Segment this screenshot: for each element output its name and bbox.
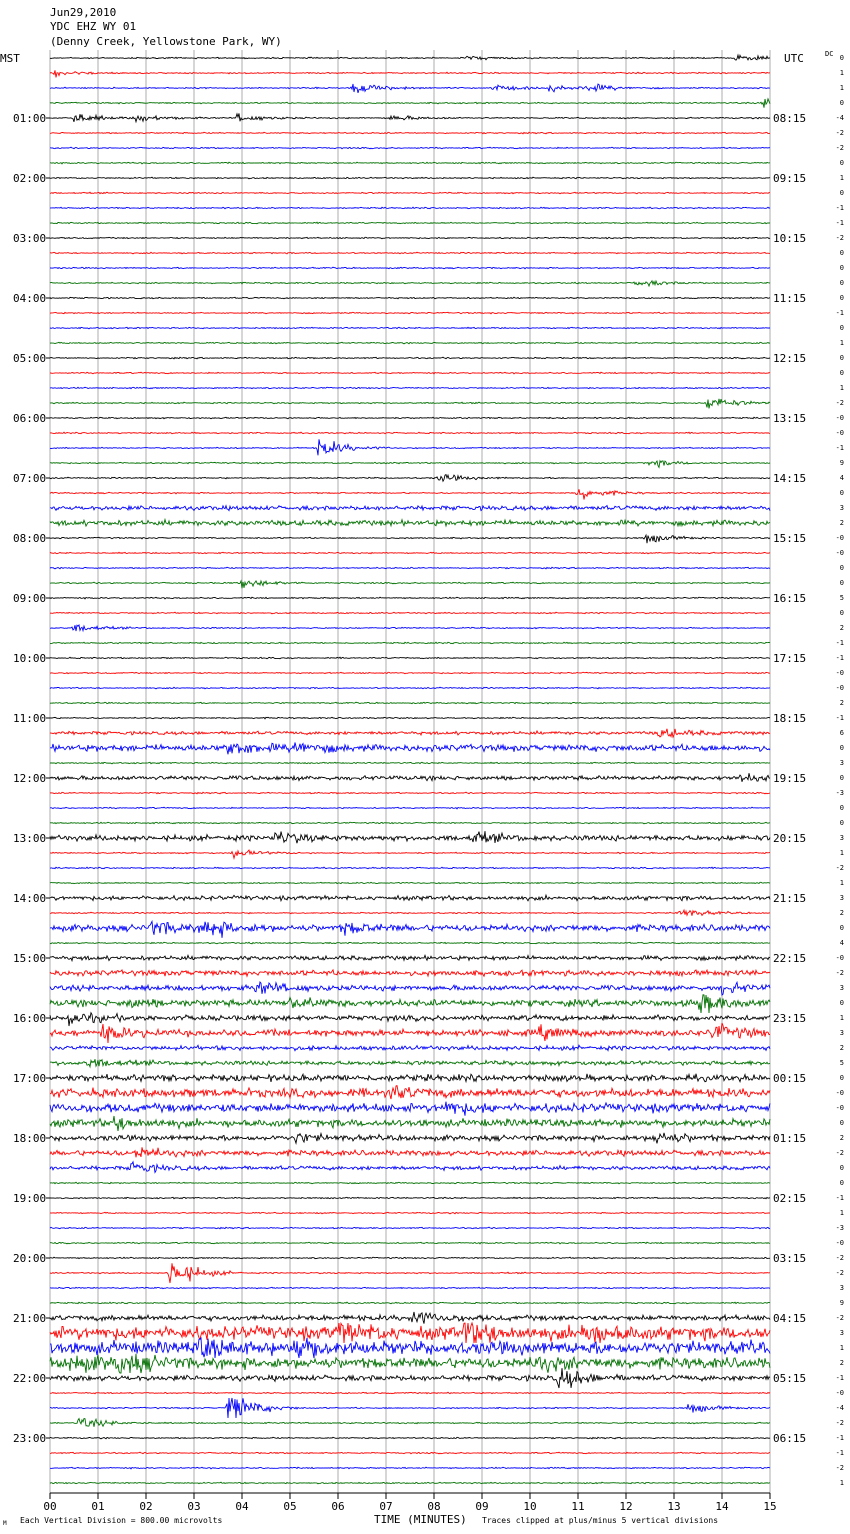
dc-offset-label: 1 xyxy=(839,1014,844,1022)
trace-line xyxy=(50,147,770,149)
dc-offset-label: 4 xyxy=(839,939,844,947)
mst-hour-label: 04:00 xyxy=(13,292,47,305)
x-tick-label: 14 xyxy=(715,1500,729,1513)
trace-line xyxy=(50,895,770,901)
dc-offset-label: 9 xyxy=(839,1299,844,1307)
x-tick-label: 13 xyxy=(667,1500,681,1513)
mst-hour-label: 06:00 xyxy=(13,412,47,425)
dc-offset-label: 0 xyxy=(839,744,844,752)
x-tick-label: 07 xyxy=(379,1500,393,1513)
dc-offset-label: -2 xyxy=(835,129,844,137)
dc-offset-label: 0 xyxy=(839,489,844,497)
dc-offset-label: -0 xyxy=(835,534,844,542)
mst-hour-label: 01:00 xyxy=(13,112,47,125)
trace-line xyxy=(50,657,770,659)
trace-line xyxy=(50,1398,770,1418)
dc-offset-label: -1 xyxy=(835,1434,844,1442)
trace-line xyxy=(50,1242,770,1244)
dc-offset-label: 0 xyxy=(839,99,844,107)
dc-offset-label: 0 xyxy=(839,324,844,332)
trace-line xyxy=(50,535,770,543)
right-timezone-label: UTC xyxy=(784,52,804,65)
dc-offset-label: -0 xyxy=(835,429,844,437)
x-axis-title: TIME (MINUTES) xyxy=(374,1513,467,1526)
utc-hour-label: 17:15 xyxy=(773,652,807,665)
dc-offset-label: 0 xyxy=(839,819,844,827)
trace-line xyxy=(50,1116,770,1131)
trace-line xyxy=(50,850,770,858)
trace-line xyxy=(50,1263,770,1283)
mst-hour-label: 11:00 xyxy=(13,712,47,725)
dc-offset-label: 5 xyxy=(839,1059,844,1067)
trace-line xyxy=(50,1368,770,1388)
utc-hour-label: 18:15 xyxy=(773,712,807,725)
x-tick-label: 03 xyxy=(187,1500,201,1513)
x-tick-label: 02 xyxy=(139,1500,153,1513)
utc-hour-label: 19:15 xyxy=(773,772,807,785)
trace-line xyxy=(50,1257,770,1259)
trace-line xyxy=(50,192,770,194)
dc-offset-label: 0 xyxy=(839,294,844,302)
mst-hour-label: 14:00 xyxy=(13,892,47,905)
dc-offset-label: -0 xyxy=(835,1104,844,1112)
mst-hour-label: 03:00 xyxy=(13,232,47,245)
utc-hour-label: 14:15 xyxy=(773,472,807,485)
dc-offset-label: 3 xyxy=(839,834,844,842)
trace-line xyxy=(50,222,770,224)
trace-line xyxy=(50,642,770,644)
dc-offset-label: 3 xyxy=(839,1029,844,1037)
dc-offset-label: 0 xyxy=(839,609,844,617)
dc-offset-label: 2 xyxy=(839,699,844,707)
dc-offset-label: -3 xyxy=(835,789,844,797)
dc-offset-label: -1 xyxy=(835,1194,844,1202)
dc-offset-label: 1 xyxy=(839,384,844,392)
dc-offset-label: -1 xyxy=(835,1374,844,1382)
x-tick-label: 12 xyxy=(619,1500,633,1513)
dc-offset-label: 3 xyxy=(839,894,844,902)
dc-offset-label: -1 xyxy=(835,309,844,317)
trace-line xyxy=(50,1338,770,1358)
trace-line xyxy=(50,1102,770,1116)
mst-hour-label: 19:00 xyxy=(13,1192,47,1205)
corner-mark: M xyxy=(3,1520,7,1527)
utc-hour-label: 16:15 xyxy=(773,592,807,605)
dc-offset-label: 2 xyxy=(839,624,844,632)
dc-offset-label: 0 xyxy=(839,354,844,362)
trace-line xyxy=(50,612,770,614)
header-date: Jun29,2010 xyxy=(50,6,117,19)
trace-line xyxy=(50,1302,770,1304)
dc-offset-label: 3 xyxy=(839,759,844,767)
dc-offset-label: -1 xyxy=(835,444,844,452)
dc-offset-label: -0 xyxy=(835,684,844,692)
dc-offset-label: -2 xyxy=(835,1149,844,1157)
trace-line xyxy=(50,113,770,121)
x-tick-label: 04 xyxy=(235,1500,249,1513)
utc-hour-label: 23:15 xyxy=(773,1012,807,1025)
trace-line xyxy=(50,417,770,419)
trace-line xyxy=(50,773,770,782)
trace-line xyxy=(50,743,770,755)
dc-offset-label: -0 xyxy=(835,549,844,557)
dc-offset-label: 4 xyxy=(839,474,844,482)
trace-line xyxy=(50,439,770,455)
x-tick-label: 10 xyxy=(523,1500,537,1513)
trace-line xyxy=(50,1467,770,1469)
dc-offset-label: -2 xyxy=(835,144,844,152)
minute-gridlines xyxy=(50,50,770,1493)
trace-line xyxy=(50,387,770,389)
mst-hour-label: 21:00 xyxy=(13,1312,47,1325)
trace-line xyxy=(50,762,770,764)
utc-hour-label: 13:15 xyxy=(773,412,807,425)
mst-hour-label: 08:00 xyxy=(13,532,47,545)
dc-offset-label: 0 xyxy=(839,1179,844,1187)
dc-offset-label: 0 xyxy=(839,1119,844,1127)
trace-line xyxy=(50,461,770,468)
mst-hour-label: 05:00 xyxy=(13,352,47,365)
trace-line xyxy=(50,475,770,482)
dc-offset-label: 5 xyxy=(839,594,844,602)
trace-line xyxy=(50,955,770,960)
trace-line xyxy=(50,567,770,569)
mst-hour-label: 17:00 xyxy=(13,1072,47,1085)
trace-line xyxy=(50,581,770,588)
trace-line xyxy=(50,822,770,824)
trace-line xyxy=(50,1197,770,1199)
trace-line xyxy=(50,1419,770,1427)
dc-offset-label: -2 xyxy=(835,1254,844,1262)
trace-line xyxy=(50,267,770,269)
trace-line xyxy=(50,372,770,374)
trace-line xyxy=(50,327,770,329)
trace-line xyxy=(50,1452,770,1454)
utc-hour-label: 03:15 xyxy=(773,1252,807,1265)
trace-line xyxy=(50,1287,770,1289)
dc-offset-label: 3 xyxy=(839,1284,844,1292)
dc-offset-label: -0 xyxy=(835,954,844,962)
trace-line xyxy=(50,1312,770,1324)
mst-hour-label: 20:00 xyxy=(13,1252,47,1265)
trace-line xyxy=(50,702,770,704)
dc-offset-label: 2 xyxy=(839,909,844,917)
trace-line xyxy=(50,342,770,344)
trace-line xyxy=(50,489,770,499)
dc-offset-label: 1 xyxy=(839,879,844,887)
trace-line xyxy=(50,1392,770,1394)
dc-offset-label: -2 xyxy=(835,399,844,407)
x-tick-label: 09 xyxy=(475,1500,489,1513)
trace-line xyxy=(50,281,770,286)
trace-line xyxy=(50,1133,770,1144)
mst-hour-label: 12:00 xyxy=(13,772,47,785)
trace-line xyxy=(50,1023,770,1043)
dc-offset-label: -0 xyxy=(835,669,844,677)
trace-line xyxy=(50,312,770,314)
trace-line xyxy=(50,99,770,108)
dc-offset-label: 0 xyxy=(839,249,844,257)
dc-offset-label: -4 xyxy=(835,1404,844,1412)
scale-note: Each Vertical Division = 800.00 microvolts xyxy=(20,1516,223,1525)
trace-line xyxy=(50,625,770,631)
dc-offset-label: 3 xyxy=(839,1329,844,1337)
dc-offset-label: 0 xyxy=(839,804,844,812)
trace-line xyxy=(50,867,770,869)
x-tick-label: 11 xyxy=(571,1500,585,1513)
trace-line xyxy=(50,1482,770,1484)
trace-line xyxy=(50,162,770,164)
utc-hour-label: 15:15 xyxy=(773,532,807,545)
x-tick-label: 06 xyxy=(331,1500,345,1513)
trace-line xyxy=(50,1212,770,1214)
trace-line xyxy=(50,1227,770,1229)
trace-line xyxy=(50,922,770,938)
header-station: YDC EHZ WY 01 xyxy=(50,20,137,33)
trace-line xyxy=(50,882,770,883)
trace-line xyxy=(50,1437,770,1439)
trace-line xyxy=(50,1147,770,1157)
dc-offset-label: 0 xyxy=(839,369,844,377)
x-tick-label: 08 xyxy=(427,1500,441,1513)
dc-offset-label: 1 xyxy=(839,849,844,857)
dc-offset-label: -1 xyxy=(835,714,844,722)
dc-offset-label: -0 xyxy=(835,414,844,422)
trace-line xyxy=(50,1059,770,1067)
clip-note: Traces clipped at plus/minus 5 vertical divisions xyxy=(482,1516,719,1525)
dc-offset-label: 0 xyxy=(839,189,844,197)
trace-line xyxy=(50,297,770,299)
seismic-traces xyxy=(50,55,770,1484)
dc-offset-label: 0 xyxy=(839,279,844,287)
dc-column-label: DC xyxy=(825,50,834,58)
trace-line xyxy=(50,84,770,93)
left-timezone-label: MST xyxy=(0,52,20,65)
mst-hour-label: 09:00 xyxy=(13,592,47,605)
dc-offset-label: 3 xyxy=(839,984,844,992)
dc-offset-label: -2 xyxy=(835,864,844,872)
utc-hour-label: 21:15 xyxy=(773,892,807,905)
trace-line xyxy=(50,552,770,554)
trace-line xyxy=(50,70,770,77)
dc-offset-label: -0 xyxy=(835,1389,844,1397)
dc-offset-label: 9 xyxy=(839,459,844,467)
trace-line xyxy=(50,237,770,239)
utc-hour-label: 10:15 xyxy=(773,232,807,245)
dc-offset-label: -1 xyxy=(835,204,844,212)
trace-line xyxy=(50,792,770,794)
dc-offset-label: -2 xyxy=(835,1464,844,1472)
trace-line xyxy=(50,177,770,179)
trace-line xyxy=(50,1086,770,1099)
dc-offset-label: 0 xyxy=(839,159,844,167)
trace-line xyxy=(50,995,770,1013)
x-tick-label: 00 xyxy=(43,1500,57,1513)
trace-line xyxy=(50,1074,770,1082)
trace-line xyxy=(50,982,770,995)
dc-offset-label: -2 xyxy=(835,234,844,242)
dc-offset-label: 1 xyxy=(839,1209,844,1217)
dc-offset-label: -2 xyxy=(835,1269,844,1277)
mst-hour-label: 15:00 xyxy=(13,952,47,965)
trace-line xyxy=(50,399,770,409)
trace-line xyxy=(50,55,770,60)
trace-line xyxy=(50,506,770,511)
dc-offset-label: -1 xyxy=(835,1449,844,1457)
dc-offset-label: 1 xyxy=(839,174,844,182)
dc-offset-label: -2 xyxy=(835,1314,844,1322)
dc-offset-label: 0 xyxy=(839,579,844,587)
dc-offset-label: 0 xyxy=(839,774,844,782)
header-location: (Denny Creek, Yellowstone Park, WY) xyxy=(50,35,282,48)
dc-offset-labels xyxy=(836,54,844,1487)
mst-hour-label: 02:00 xyxy=(13,172,47,185)
trace-line xyxy=(50,357,770,359)
dc-offset-label: -3 xyxy=(835,1224,844,1232)
dc-offset-label: -1 xyxy=(835,219,844,227)
mst-hour-label: 10:00 xyxy=(13,652,47,665)
trace-line xyxy=(50,807,770,809)
trace-line xyxy=(50,672,770,674)
dc-offset-label: -2 xyxy=(835,1419,844,1427)
trace-line xyxy=(50,1045,770,1050)
x-tick-label: 01 xyxy=(91,1500,105,1513)
trace-line xyxy=(50,520,770,527)
dc-offset-label: -0 xyxy=(835,1239,844,1247)
trace-line xyxy=(50,942,770,944)
x-tick-label: 05 xyxy=(283,1500,297,1513)
utc-hour-label: 01:15 xyxy=(773,1132,807,1145)
trace-line xyxy=(50,717,770,719)
time-axis xyxy=(43,1493,776,1513)
dc-offset-label: 0 xyxy=(839,999,844,1007)
dc-offset-label: 0 xyxy=(839,924,844,932)
dc-offset-label: -4 xyxy=(835,114,844,122)
mst-hour-label: 13:00 xyxy=(13,832,47,845)
dc-offset-label: 6 xyxy=(839,729,844,737)
mst-hour-label: 22:00 xyxy=(13,1372,47,1385)
trace-line xyxy=(50,432,770,434)
dc-offset-label: 1 xyxy=(839,339,844,347)
dc-offset-label: 0 xyxy=(839,564,844,572)
utc-hour-label: 06:15 xyxy=(773,1432,807,1445)
trace-line xyxy=(50,687,770,689)
dc-offset-label: 0 xyxy=(839,54,844,62)
mst-hour-label: 16:00 xyxy=(13,1012,47,1025)
utc-hour-labels xyxy=(773,112,806,1445)
utc-hour-label: 09:15 xyxy=(773,172,807,185)
trace-line xyxy=(50,132,770,134)
dc-offset-label: 2 xyxy=(839,1134,844,1142)
trace-line xyxy=(50,1013,770,1026)
dc-offset-label: 2 xyxy=(839,1359,844,1367)
trace-line xyxy=(50,252,770,254)
utc-hour-label: 12:15 xyxy=(773,352,807,365)
trace-line xyxy=(50,1162,770,1173)
utc-hour-label: 11:15 xyxy=(773,292,807,305)
mst-hour-label: 07:00 xyxy=(13,472,47,485)
dc-offset-label: 1 xyxy=(839,1344,844,1352)
utc-hour-label: 00:15 xyxy=(773,1072,807,1085)
utc-hour-label: 02:15 xyxy=(773,1192,807,1205)
dc-offset-label: 1 xyxy=(839,1479,844,1487)
mst-hour-labels xyxy=(13,112,50,1445)
utc-hour-label: 04:15 xyxy=(773,1312,807,1325)
utc-hour-label: 05:15 xyxy=(773,1372,807,1385)
dc-offset-label: 0 xyxy=(839,264,844,272)
trace-line xyxy=(50,207,770,209)
trace-line xyxy=(50,1182,770,1184)
dc-offset-label: 1 xyxy=(839,69,844,77)
mst-hour-label: 23:00 xyxy=(13,1432,47,1445)
trace-line xyxy=(50,597,770,599)
trace-line xyxy=(50,970,770,976)
trace-line xyxy=(50,1354,770,1373)
utc-hour-label: 22:15 xyxy=(773,952,807,965)
utc-hour-label: 08:15 xyxy=(773,112,807,125)
trace-line xyxy=(50,910,770,916)
dc-offset-label: 0 xyxy=(839,1074,844,1082)
dc-offset-label: 2 xyxy=(839,519,844,527)
dc-offset-label: 3 xyxy=(839,504,844,512)
dc-offset-label: 0 xyxy=(839,1164,844,1172)
trace-line xyxy=(50,831,770,843)
dc-offset-label: -2 xyxy=(835,969,844,977)
trace-line xyxy=(50,1323,770,1343)
dc-offset-label: -1 xyxy=(835,654,844,662)
dc-offset-label: 2 xyxy=(839,1044,844,1052)
trace-line xyxy=(50,729,770,737)
dc-offset-label: -1 xyxy=(835,639,844,647)
dc-offset-label: 1 xyxy=(839,84,844,92)
utc-hour-label: 20:15 xyxy=(773,832,807,845)
mst-hour-label: 18:00 xyxy=(13,1132,47,1145)
dc-offset-label: -0 xyxy=(835,1089,844,1097)
x-tick-label: 15 xyxy=(763,1500,777,1513)
